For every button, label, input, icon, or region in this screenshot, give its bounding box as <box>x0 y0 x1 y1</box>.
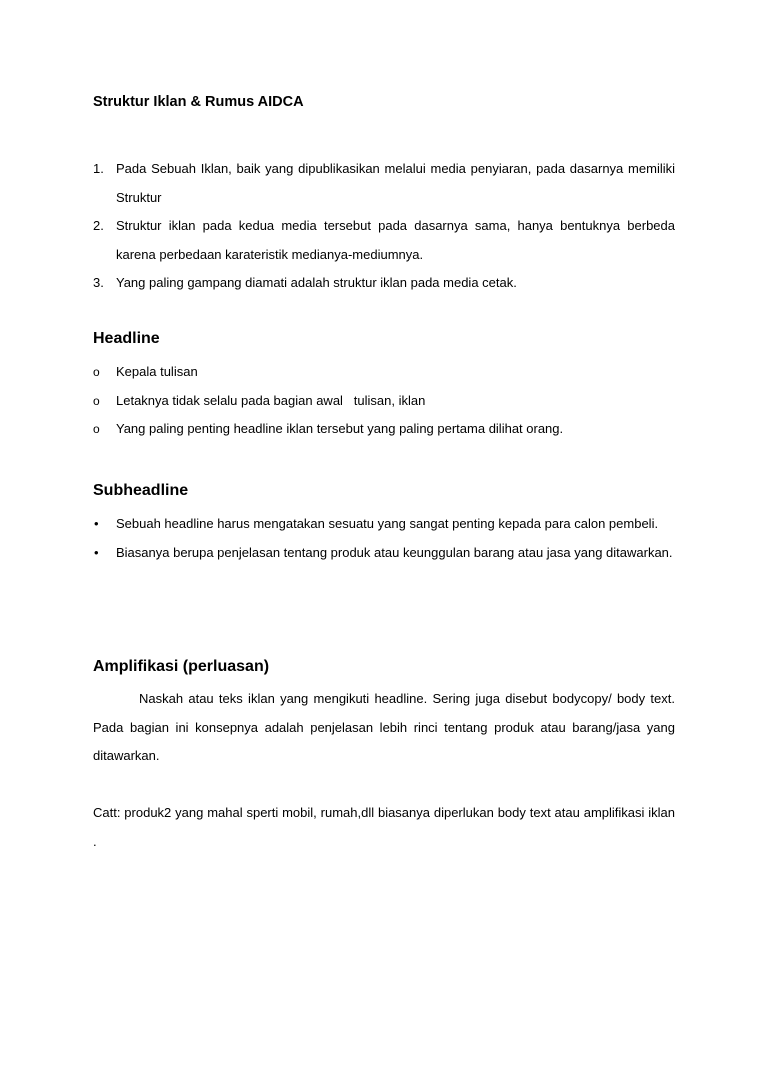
list-item <box>93 387 675 416</box>
subheadline-list <box>93 510 675 567</box>
list-item-text: Biasanya berupa penjelasan tentang produk atau keunggulan barang atau jasa yang ditawarkan. <box>116 544 673 560</box>
list-item-text: Struktur iklan pada kedua media tersebut pada dasarnya sama, hanya bentuknya berbeda karena perbedaan karateristik medianya-mediumnya. <box>116 218 675 262</box>
list-item <box>93 358 675 387</box>
headline-list <box>93 358 675 444</box>
list-item <box>93 269 675 298</box>
bullet-icon: • <box>94 516 99 531</box>
list-item-text: Kepala tulisan <box>116 364 198 379</box>
list-item-text: Yang paling gampang diamati adalah struktur iklan pada media cetak. <box>116 275 517 290</box>
bullet-icon: • <box>94 544 99 560</box>
document-title: Struktur Iklan & Rumus AIDCA <box>93 94 304 110</box>
amplifikasi-note: Catt: produk2 yang mahal sperti mobil, rumah,dll biasanya diperlukan body text atau amplifikasi iklan . <box>93 805 675 849</box>
list-item <box>93 155 675 212</box>
headline-heading: Headline <box>93 330 160 347</box>
circle-bullet-icon: o <box>93 422 100 436</box>
circle-bullet-icon: o <box>93 365 100 379</box>
list-item <box>93 510 675 539</box>
list-item-text: Letaknya tidak selalu pada bagian awal tulisan, iklan <box>116 392 426 408</box>
list-number: 1. <box>93 161 104 176</box>
list-item-text: Yang paling penting headline iklan tersebut yang paling pertama dilihat orang. <box>116 421 564 436</box>
amplifikasi-heading: Amplifikasi (perluasan) <box>93 658 270 675</box>
circle-bullet-icon: o <box>93 393 100 408</box>
subheadline-heading: Subheadline <box>93 482 189 499</box>
list-item-text: Pada Sebuah Iklan, baik yang dipublikasikan melalui media penyiaran, pada dasarnya memiliki Struktur <box>116 161 675 205</box>
list-item-text: Sebuah headline harus mengatakan sesuatu yang sangat penting kepada para calon pembeli. <box>116 516 659 531</box>
list-item <box>93 212 675 269</box>
list-number: 3. <box>93 275 104 290</box>
list-number: 2. <box>93 218 104 233</box>
list-item <box>93 415 675 444</box>
intro-list <box>93 155 675 298</box>
list-item <box>93 539 675 568</box>
amplifikasi-body: Naskah atau teks iklan yang mengikuti headline. Sering juga disebut bodycopy/ body text. Pada bagian ini konsepnya adalah penjelasan lebih rinci tentang produk atau barang/jasa yang ditawarkan. <box>93 691 675 763</box>
